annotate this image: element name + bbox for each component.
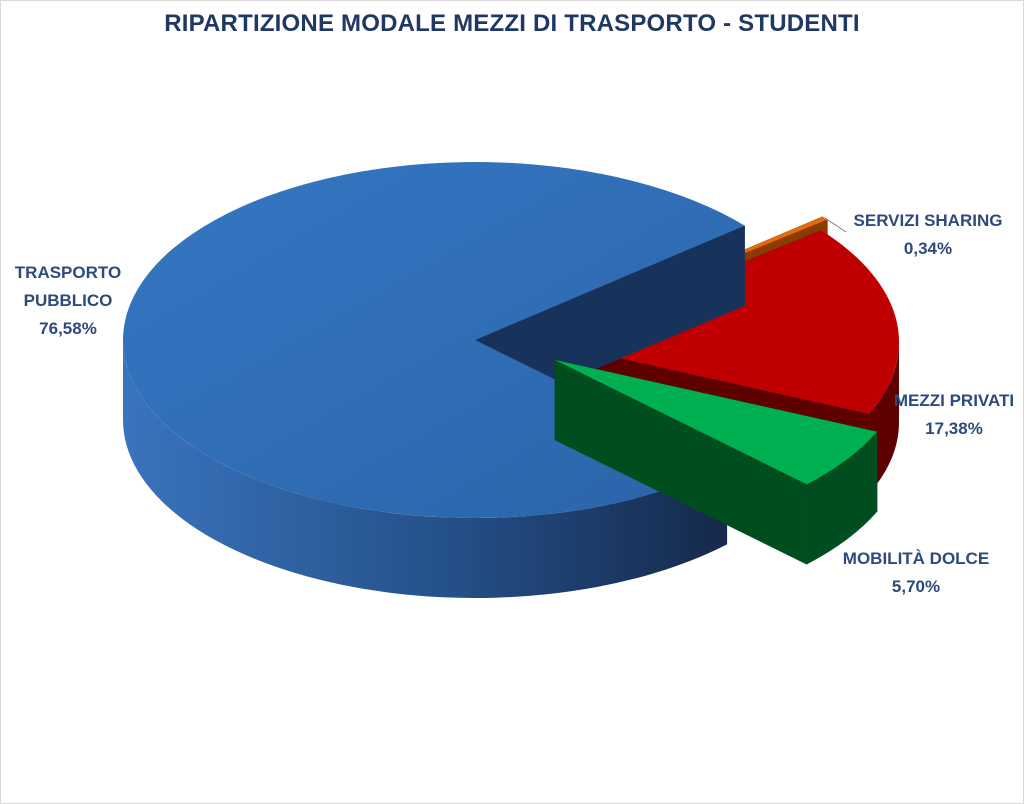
chart-title: RIPARTIZIONE MODALE MEZZI DI TRASPORTO - STUDENTI (164, 10, 860, 37)
slice-label-mobilita-dolce: MOBILITÀ DOLCE 5,70% (842, 549, 990, 596)
slice-label-trasporto-pubblico: TRASPORTO PUBBLICO 76,58% (14, 263, 122, 338)
slice-label-servizi-sharing: SERVIZI SHARING 0,34% (853, 211, 1003, 258)
leader-line (825, 218, 846, 232)
slice-label-mezzi-privati: MEZZI PRIVATI 17,38% (893, 391, 1015, 438)
